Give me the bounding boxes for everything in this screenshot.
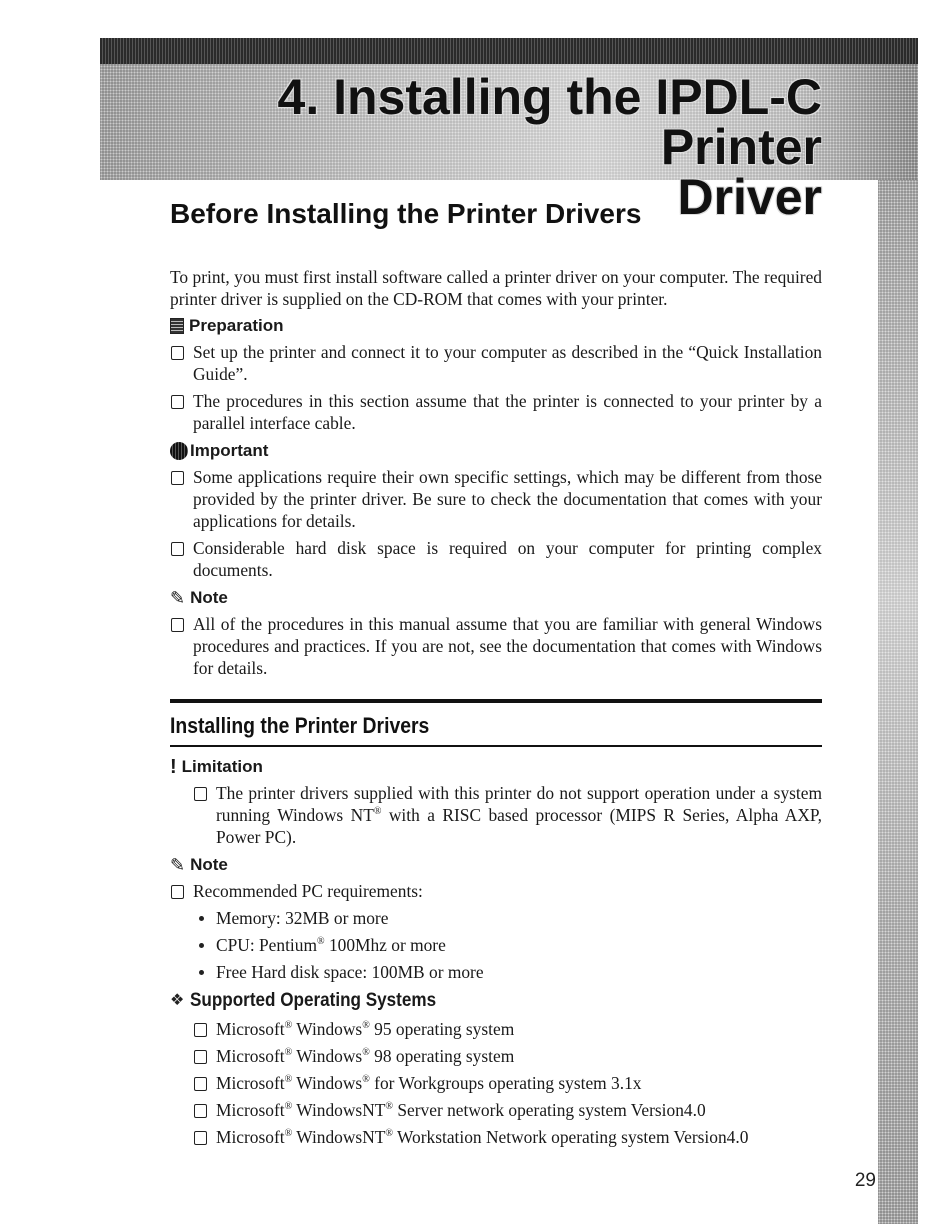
requirement-text: Free Hard disk space: 100MB or more xyxy=(216,962,484,982)
registered-mark: ® xyxy=(385,1101,393,1113)
os-text: Microsoft xyxy=(216,1073,285,1093)
os-item xyxy=(193,1126,822,1148)
preparation-icon xyxy=(170,318,184,334)
registered-mark: ® xyxy=(284,1020,293,1032)
important-icon xyxy=(170,442,188,460)
os-text: Windows xyxy=(292,1073,363,1093)
note-label xyxy=(170,586,822,610)
list-item: Some applications require their own specific settings, which may be different from those provided by the printer driver. Be sure to check the documentation that comes with your applications for details. xyxy=(170,466,822,532)
important-list xyxy=(170,466,822,581)
registered-mark: ® xyxy=(284,1128,293,1140)
section-heading-before-installing: Before Installing the Printer Drivers xyxy=(170,198,642,229)
registered-mark: ® xyxy=(385,1128,393,1140)
os-text: Microsoft xyxy=(216,1100,285,1120)
pencil-icon: ✎ xyxy=(170,588,186,608)
section-divider-bottom xyxy=(170,745,822,747)
important-label xyxy=(170,439,822,463)
list-item: Set up the printer and connect it to your computer as described in the “Quick Installation Guide”. xyxy=(170,341,822,385)
requirements-list xyxy=(193,907,822,983)
registered-mark: ® xyxy=(316,936,325,948)
list-item: The procedures in this section assume that the printer is connected to your printer by a parallel interface cable. xyxy=(170,390,822,434)
supported-os-heading xyxy=(170,988,822,1014)
registered-mark: ® xyxy=(362,1047,370,1059)
limitation-label xyxy=(170,755,822,779)
os-item xyxy=(193,1099,822,1121)
registered-mark: ® xyxy=(284,1074,293,1086)
page-number: 29 xyxy=(854,1170,876,1191)
list-item: All of the procedures in this manual assume that you are familiar with general Windows procedures and practices. If you are not, see the documentation that comes with Windows for details. xyxy=(170,613,822,679)
os-item xyxy=(193,1072,822,1094)
registered-mark: ® xyxy=(362,1074,370,1086)
preparation-label xyxy=(170,314,822,338)
registered-mark: ® xyxy=(284,1047,293,1059)
limitation-icon: ! xyxy=(170,756,177,778)
requirement-item xyxy=(193,907,822,929)
diamond-bullet-icon: ❖ xyxy=(170,992,185,1009)
page-content xyxy=(170,196,822,1153)
os-item xyxy=(193,1018,822,1040)
supported-os-heading-text: Supported Operating Systems xyxy=(190,990,437,1011)
os-text: WindowsNT xyxy=(292,1100,386,1120)
section-divider-top xyxy=(170,699,822,703)
pencil-icon: ✎ xyxy=(170,855,186,875)
os-item xyxy=(193,1045,822,1067)
os-text: Windows xyxy=(292,1046,363,1066)
banner-top-bar xyxy=(100,38,918,64)
chapter-title-line1: 4. Installing the IPDL-C Printer xyxy=(277,69,822,175)
os-text: Workstation Network operating system Version4.0 xyxy=(393,1127,749,1147)
preparation-label-text: Preparation xyxy=(189,316,284,335)
requirement-text: Memory: 32MB or more xyxy=(216,908,389,928)
chapter-title-line2: Driver xyxy=(677,169,822,225)
limitation-label-text: Limitation xyxy=(181,757,263,776)
requirements-intro-list xyxy=(170,880,822,902)
requirement-text: CPU: Pentium xyxy=(216,935,317,955)
list-item: Considerable hard disk space is required on your computer for printing complex documents. xyxy=(170,537,822,581)
os-text: Microsoft xyxy=(216,1046,285,1066)
registered-mark: ® xyxy=(362,1020,370,1032)
supported-os-list xyxy=(193,1018,822,1148)
os-text: Windows xyxy=(292,1019,363,1039)
os-text: Server network operating system Version4.0 xyxy=(393,1100,706,1120)
limitation-text-part2: with a RISC based processor (MIPS R Series, Alpha AXP, Power PC). xyxy=(216,805,822,847)
os-text: Microsoft xyxy=(216,1019,285,1039)
chapter-thumb-strip xyxy=(878,180,918,1224)
registered-mark: ® xyxy=(284,1101,293,1113)
os-text: for Workgroups operating system 3.1x xyxy=(369,1073,642,1093)
section-heading-installing: Installing the Printer Drivers xyxy=(170,713,430,738)
limitation-text-part1: The printer drivers supplied with this printer do not support operation under a system running Windows NT xyxy=(216,783,822,825)
os-text: WindowsNT xyxy=(292,1127,386,1147)
list-item: Recommended PC requirements: xyxy=(170,880,822,902)
preparation-list xyxy=(170,341,822,434)
note-label-text: Note xyxy=(190,855,228,874)
os-text: Microsoft xyxy=(216,1127,285,1147)
requirement-text-after: 100Mhz or more xyxy=(324,935,446,955)
important-label-text: Important xyxy=(190,441,269,460)
note-label-2 xyxy=(170,853,822,877)
os-text: 98 operating system xyxy=(369,1046,515,1066)
list-item xyxy=(193,782,822,848)
note-label-text: Note xyxy=(190,588,228,607)
intro-paragraph: To print, you must first install software called a printer driver on your computer. The required printer driver is supplied on the CD-ROM that comes with your printer. xyxy=(170,267,822,309)
note-list xyxy=(170,613,822,679)
registered-mark: ® xyxy=(373,806,382,818)
os-text: 95 operating system xyxy=(369,1019,515,1039)
requirement-item xyxy=(193,961,822,983)
requirement-item xyxy=(193,934,822,956)
limitation-list xyxy=(193,782,822,848)
